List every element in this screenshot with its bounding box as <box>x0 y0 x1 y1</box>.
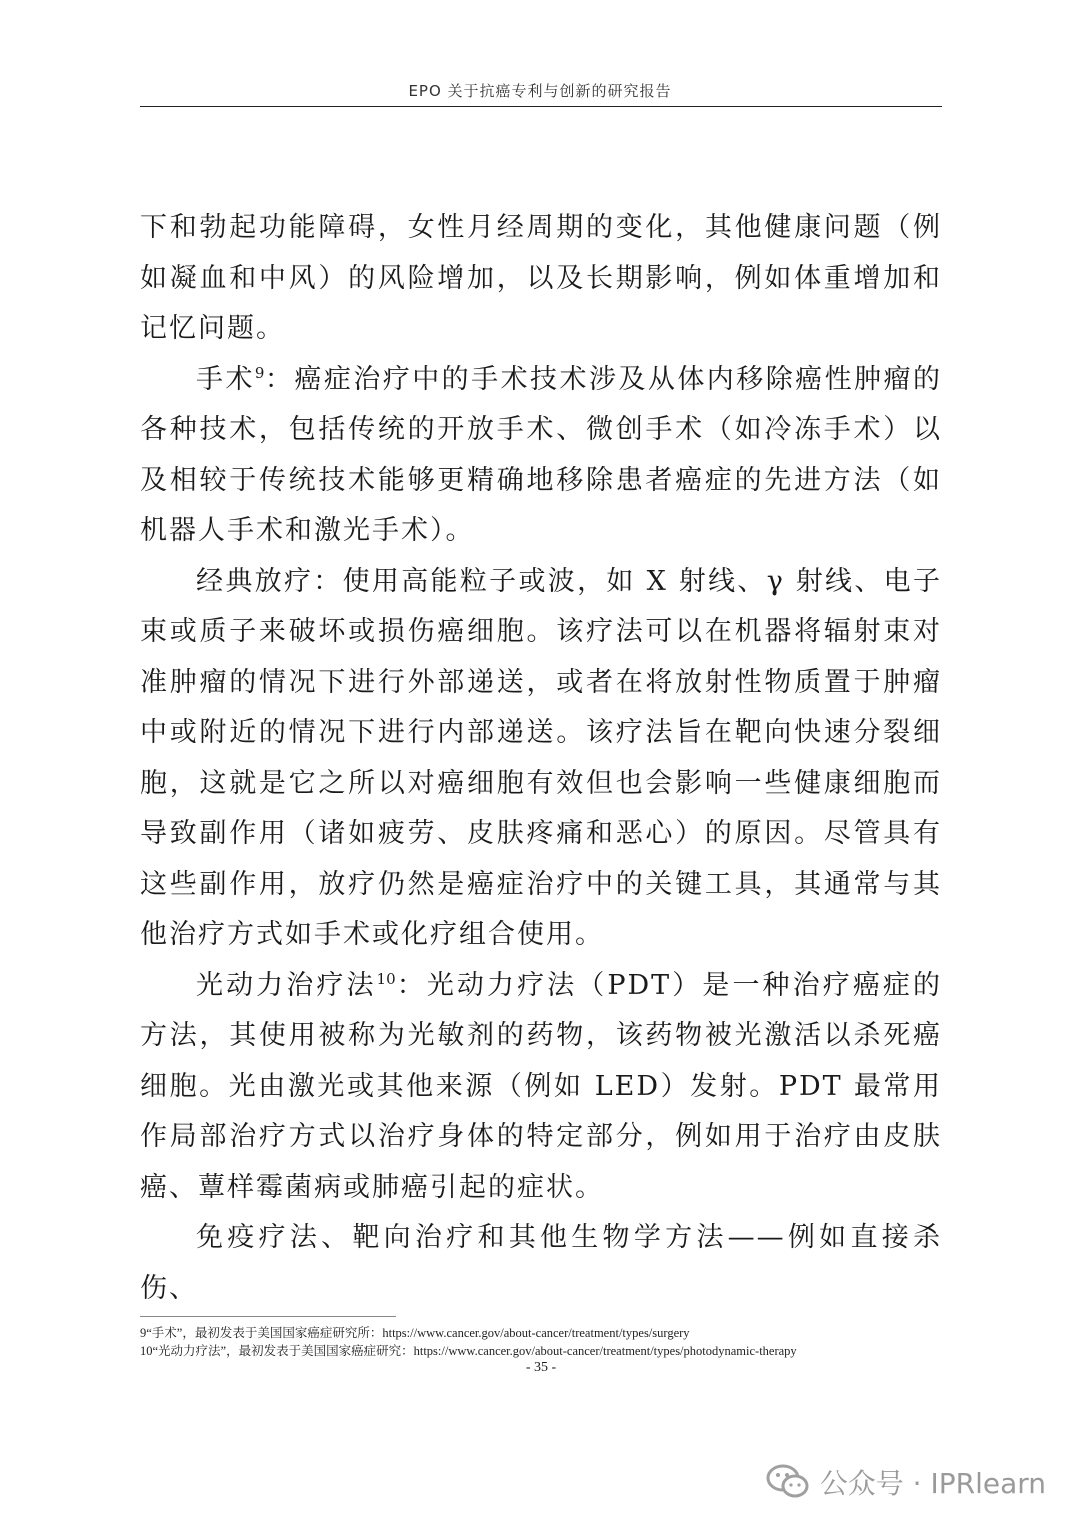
header-rule <box>140 106 942 107</box>
paragraph-immunotherapy: 免疫疗法、靶向治疗和其他生物学方法——例如直接杀伤、 <box>140 1222 942 1304</box>
paragraph-body: ：光动力疗法（PDT）是一种治疗癌症的方法，其使用被称为光敏剂的药物，该药物被光激活以杀死癌细胞。光由激光或其他来源（例如 LED）发射。PDT 最常用作局部治疗方式以治疗身体的特定部分，例如用于治疗由皮肤癌、蕈样霉菌病或肺癌引起的症状。 <box>140 969 942 1203</box>
paragraph-continuation: 下和勃起功能障碍，女性月经周期的变化，其他健康问题（例如凝血和中风）的风险增加，以及长期影响，例如体重增加和记忆问题。 <box>140 212 942 344</box>
paragraph-lead: 手术 <box>196 363 255 395</box>
footnote-rule <box>140 1316 396 1317</box>
wechat-icon <box>766 1464 810 1500</box>
watermark-text: 公众号 · IPRlearn <box>819 1467 1046 1500</box>
running-header: EPO 关于抗癌专利与创新的研究报告 <box>408 82 672 100</box>
body-text <box>140 203 942 1314</box>
footnote-10: 10“光动力疗法”，最初发表于美国国家癌症研究：https://www.cancer.gov/about-cancer/treatment/types/photodynamic-therapy <box>140 1344 797 1358</box>
paragraph-pdt <box>140 961 942 1214</box>
footnote-ref[interactable]: 9 <box>254 363 265 382</box>
paragraph-radiotherapy: 经典放疗：使用高能粒子或波，如 X 射线、γ 射线、电子束或质子来破坏或损伤癌细胞。该疗法可以在机器将辐射束对准肿瘤的情况下进行外部递送，或者在将放射性物质置于肿瘤中或附近的情况下进行内部递送。该疗法旨在靶向快速分裂细胞，这就是它之所以对癌细胞有效但也会影响一些健康细胞而导致副作用（诸如疲劳、皮肤疼痛和恶心）的原因。尽管具有这些副作用，放疗仍然是癌症治疗中的关键工具，其通常与其他治疗方式如手术或化疗组合使用。 <box>140 565 942 950</box>
paragraph-surgery <box>140 355 942 557</box>
watermark <box>766 1462 1046 1502</box>
paragraph-body: ：癌症治疗中的手术技术涉及从体内移除癌性肿瘤的各种技术，包括传统的开放手术、微创手术（如冷冻手术）以及相较于传统技术能够更精确地移除患者癌症的先进方法（如机器人手术和激光手术）。 <box>140 363 943 546</box>
page-number: - 35 - <box>525 1360 557 1375</box>
footnotes <box>140 1324 960 1360</box>
footnote-9: 9“手术”，最初发表于美国国家癌症研究所：https://www.cancer.gov/about-cancer/treatment/types/surgery <box>140 1326 690 1340</box>
footnote-ref[interactable]: 10 <box>376 969 396 988</box>
paragraph-lead: 光动力治疗法 <box>196 969 377 1001</box>
